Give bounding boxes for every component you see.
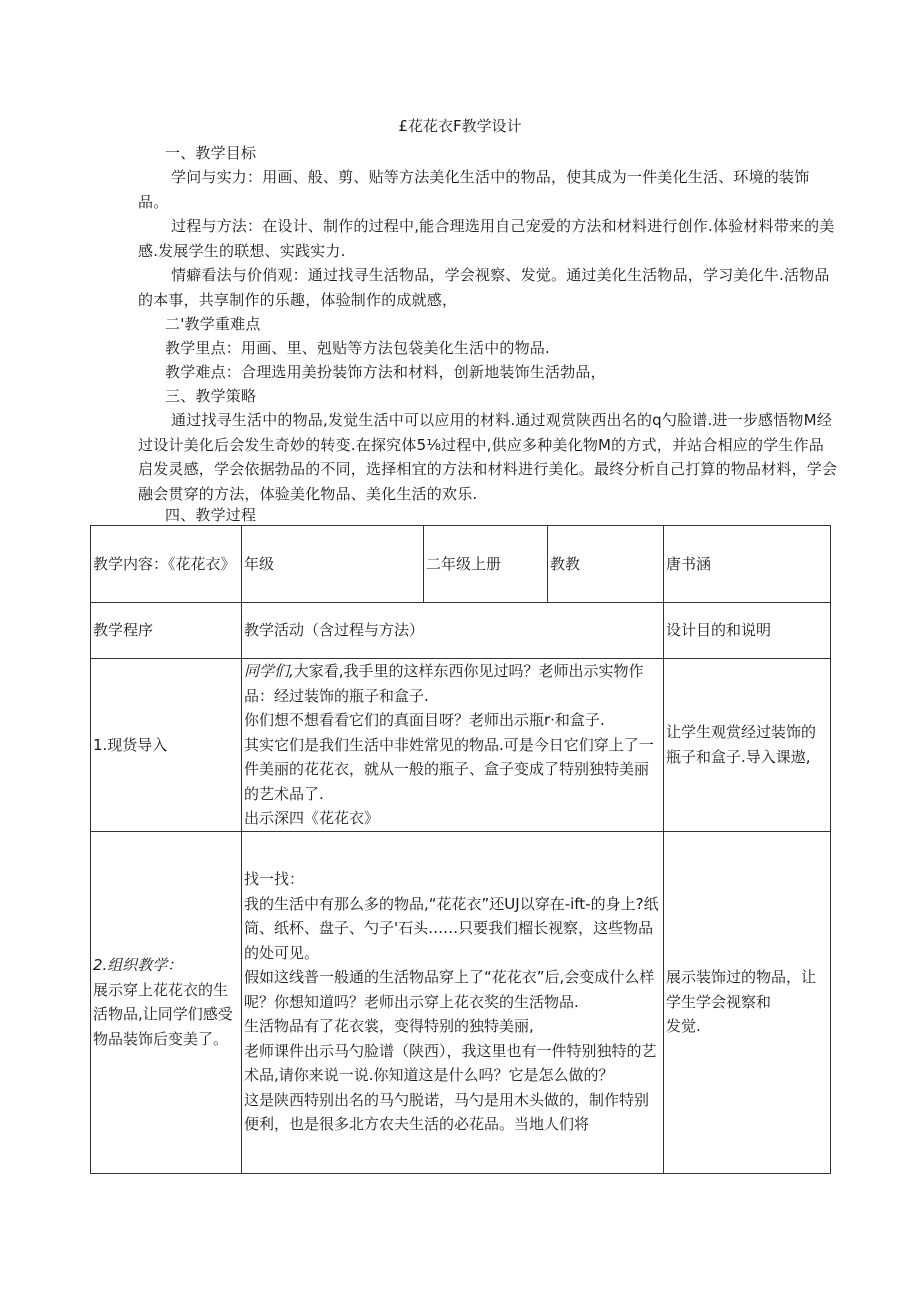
procedure-column-header: 教学程序 [91, 603, 242, 659]
activity-line: 你们想不想看看它们的真面目呀？老师出示瓶r·和盒子. [244, 711, 605, 729]
objectives-heading: 一、教学目标 [165, 144, 257, 162]
activity-line: 出示深四《花花衣》 [244, 809, 380, 827]
table-row [91, 659, 831, 832]
purpose-cell: 让学生观赏经过装饰的瓶子和盒子.导入课遨, [664, 659, 831, 832]
activity-line: 假如这线普一般通的生活物品穿上了“花花衣”后,会变成什么样呢？你想知道吗？老师出示穿上花衣奖的生活物品. [244, 968, 655, 1011]
procedure-text: 展示穿上花花衣的生活物品,让同学们感受物品装饰后变美了。 [93, 980, 233, 1048]
activity-line: 我的生活中有那么多的物品,“花花衣”还UJ以穿在-ift-的身上?纸筒、纸杯、盘子、勺子'石头……只要我们榴长视察，这些物品的处可见。 [244, 894, 659, 962]
document-title: £花花衣F教学设计 [398, 117, 522, 135]
strategy-heading: 三、教学策略 [165, 387, 257, 405]
teacher-label-cell: 教教 [548, 526, 664, 603]
procedure-cell [91, 831, 242, 1173]
purpose-line: 发觉. [666, 1017, 701, 1036]
table-header-row [91, 526, 831, 603]
table-column-header-row [91, 603, 831, 659]
activity-line: 生活物品有了花衣裳，变得特别的独特美丽, [244, 1017, 534, 1036]
purpose-cell [664, 831, 831, 1173]
activity-line: 同学们,大家看,我手里的这样东西你见过吗？老师出示实物作品：经过装饰的瓶子和盒子. [244, 662, 644, 705]
teaching-process-table [90, 525, 831, 1174]
objective-process: 过程与方法：在设计、制作的过程中,能合理选用自己宠爱的方法和材料进行创作.体验材料带来的美感.发展学生的联想、实践实力. [138, 217, 835, 260]
activity-cell [242, 659, 664, 832]
purpose-line: 展示装饰过的物品，让学生学会视察和 [666, 968, 817, 1011]
strategy-text: 通过找寻生活中的物品,发觉生活中可以应用的材料.通过观赏陕西出名的q勺脸谱.进一步感悟物M经过设计美化后会发生奇妙的转变.在探究体5⅛过程中,供应多种美化物M的方式，并站合相应的学生作品启发灵感，学会依据勃品的不同，选择相宜的方法和材料进行美化。最终分析自己打算的物品材料，学会融会贯穿的方法，体验美化物品、美化生活的欢乐. [138, 411, 838, 503]
activity-cell [242, 831, 664, 1173]
procedure-cell: 1.现货导入 [91, 659, 242, 832]
key-points-heading: 二'教学重难点 [165, 315, 261, 333]
activity-line: 老师课件出示马勺脸谱（陕西），我这里也有一件特别独特的艺术品,请你来说一说.你知道这是什么吗？它是怎么做的？ [244, 1041, 657, 1085]
key-point-text: 教学里点：用画、里、剋贴等方法包袋美化生活中的物品. [165, 339, 550, 357]
grade-label-cell: 年级 [242, 526, 424, 603]
activity-lead: 同学们, [244, 662, 294, 680]
objective-knowledge: 学问与实力：用画、般、剪、贴等方法美化生活中的物品，使其成为一件美化生活、环境的装饰品。 [138, 168, 810, 211]
activity-line: 找一找： [244, 870, 305, 889]
grade-value-cell: 二年级上册 [424, 526, 548, 603]
teacher-value-cell: 唐书涵 [664, 526, 831, 603]
purpose-column-header: 设计目的和说明 [664, 603, 831, 659]
procedure-lead: 2.组织教学： [93, 956, 183, 974]
difficulty-text: 教学难点：合理选用美扮装饰方法和材料，创新地装饰生活勃品， [165, 363, 606, 381]
process-heading: 四、教学过程 [165, 506, 257, 524]
content-label-cell: 教学内容：《花花衣》 [91, 526, 242, 603]
activity-line: 其实它们是我们生活中非姓常见的物品.可是今日它们穿上了一件美丽的花花衣，就从一般的瓶子、盒子变成了特别独特美丽的艺术品了. [244, 735, 654, 803]
objective-attitude: 情癖看法与价俏观：通过找寻生活物品，学会视察、发觉。通过美化生活物品，学习美化牛.活物品的本事，共享制作的乐趣，体验制作的成就感， [138, 266, 830, 309]
activity-line: 这是陕西特别出名的马勺脱诺，马勺是用木头做的，制作特别便利，也是很多北方农夫生活的必花品。当地人们将 [244, 1090, 650, 1134]
table-row [91, 831, 831, 1173]
activity-column-header: 教学活动（含过程与方法） [242, 603, 664, 659]
